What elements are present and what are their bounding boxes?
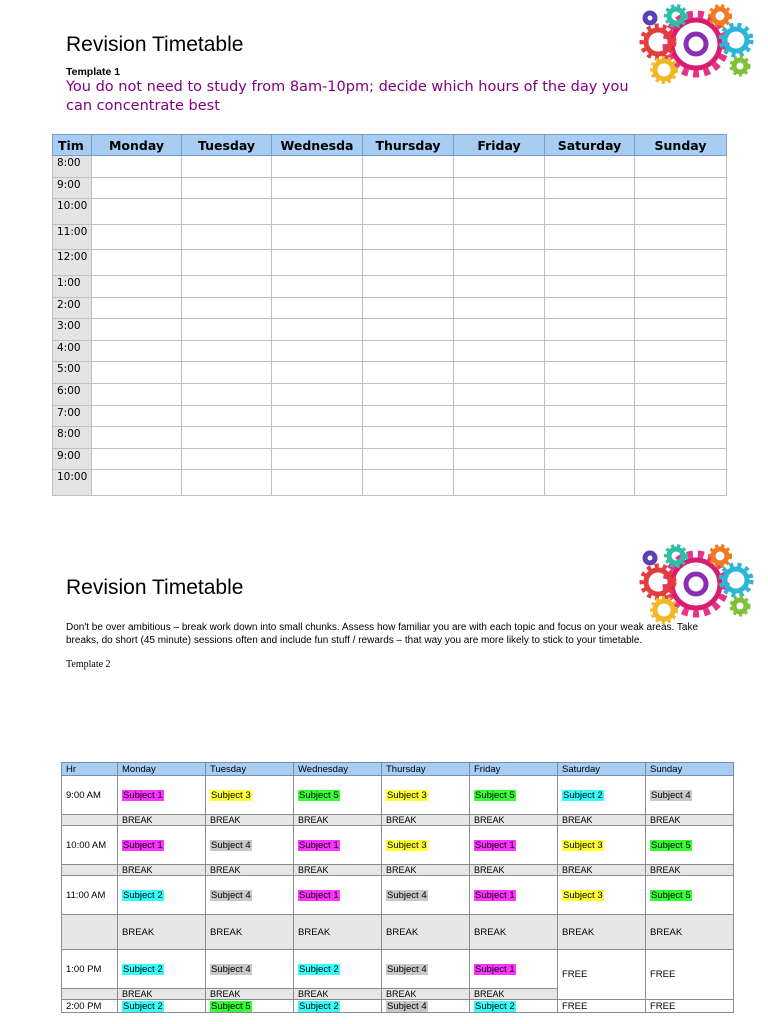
subject-cell[interactable] (294, 776, 382, 815)
subject-label: Subject 5 (299, 789, 339, 801)
header-thursday: Thursday (382, 763, 470, 776)
subject-label: Subject 3 (563, 889, 603, 901)
template2-label: Template 2 (66, 659, 111, 670)
timetable-slot[interactable] (363, 470, 454, 496)
timetable-slot[interactable] (545, 427, 635, 449)
timetable-slot[interactable] (454, 177, 545, 199)
timetable-slot[interactable] (272, 156, 363, 178)
header-thursday: Thursday (363, 135, 454, 156)
template1-row (53, 156, 727, 178)
subject-label: Subject 2 (123, 1000, 163, 1012)
subject-cell[interactable] (382, 1000, 470, 1013)
timetable-slot[interactable] (635, 362, 727, 384)
timetable-slot[interactable] (92, 405, 182, 427)
timetable-slot[interactable] (545, 224, 635, 250)
session-row (62, 776, 734, 815)
template1-row (53, 383, 727, 405)
timetable-slot[interactable] (92, 199, 182, 225)
subject-cell[interactable] (118, 1000, 206, 1013)
subject-cell[interactable] (118, 776, 206, 815)
template1-row (53, 177, 727, 199)
break-cell: BREAK (118, 815, 206, 826)
header-wednesday: Wednesday (294, 763, 382, 776)
subject-cell[interactable] (118, 876, 206, 915)
timetable-slot[interactable] (635, 156, 727, 178)
template1-label: Template 1 (66, 66, 121, 78)
timetable-slot[interactable] (92, 427, 182, 449)
timetable-slot[interactable] (363, 319, 454, 341)
break-cell: BREAK (558, 865, 646, 876)
colorful-gears-icon (636, 4, 756, 90)
subject-label: Subject 1 (123, 789, 163, 801)
timetable-slot[interactable] (454, 319, 545, 341)
timetable-slot[interactable] (272, 383, 363, 405)
timetable-slot[interactable] (182, 156, 272, 178)
template1-subtitle: You do not need to study from 8am-10pm; decide which hours of the day you can concentrate best (66, 79, 629, 114)
time-cell: 1:00 (53, 276, 92, 298)
subject-cell[interactable] (646, 826, 734, 865)
timetable-slot[interactable] (635, 199, 727, 225)
subject-cell[interactable] (470, 776, 558, 815)
subject-cell[interactable] (294, 826, 382, 865)
timetable-slot[interactable] (182, 177, 272, 199)
timetable-slot[interactable] (363, 340, 454, 362)
subject-cell[interactable] (646, 876, 734, 915)
timetable-slot[interactable] (454, 250, 545, 276)
subject-cell[interactable] (470, 876, 558, 915)
timetable-slot[interactable] (272, 199, 363, 225)
timetable-slot[interactable] (545, 383, 635, 405)
timetable-slot[interactable] (454, 448, 545, 470)
template2-header-row (62, 763, 734, 776)
session-row (62, 876, 734, 915)
header-hr: Hr (62, 763, 118, 776)
timetable-slot[interactable] (545, 405, 635, 427)
subject-cell[interactable] (206, 1000, 294, 1013)
session-row (62, 826, 734, 865)
subject-label: Subject 3 (387, 789, 427, 801)
subject-cell[interactable] (118, 826, 206, 865)
break-cell: BREAK (646, 915, 734, 950)
break-cell: BREAK (206, 915, 294, 950)
timetable-slot[interactable] (272, 177, 363, 199)
timetable-slot[interactable] (545, 319, 635, 341)
timetable-slot[interactable] (635, 470, 727, 496)
timetable-slot[interactable] (363, 362, 454, 384)
template1-row (53, 362, 727, 384)
subject-cell[interactable] (382, 876, 470, 915)
time-cell: 2:00 (53, 297, 92, 319)
subject-label: Subject 4 (387, 889, 427, 901)
header-wednesday: Wednesda (272, 135, 363, 156)
timetable-slot[interactable] (635, 340, 727, 362)
timetable-slot[interactable] (363, 383, 454, 405)
break-cell: BREAK (118, 989, 206, 1000)
template1-row (53, 250, 727, 276)
break-cell: BREAK (294, 865, 382, 876)
timetable-slot[interactable] (635, 405, 727, 427)
time-cell: 7:00 (53, 405, 92, 427)
subject-label: Subject 2 (299, 1000, 339, 1012)
timetable-slot[interactable] (272, 362, 363, 384)
free-cell[interactable]: FREE (646, 1000, 734, 1013)
break-cell: BREAK (294, 815, 382, 826)
timetable-slot[interactable] (92, 224, 182, 250)
free-cell[interactable]: FREE (558, 950, 646, 1000)
break-cell: BREAK (382, 989, 470, 1000)
time-cell: 8:00 (53, 156, 92, 178)
timetable-slot[interactable] (454, 383, 545, 405)
break-cell: BREAK (470, 989, 558, 1000)
timetable-slot[interactable] (545, 177, 635, 199)
subject-cell[interactable] (206, 776, 294, 815)
header-sunday: Sunday (646, 763, 734, 776)
timetable-slot[interactable] (272, 448, 363, 470)
timetable-slot[interactable] (363, 250, 454, 276)
timetable-slot[interactable] (272, 276, 363, 298)
break-cell: BREAK (558, 915, 646, 950)
free-cell[interactable]: FREE (646, 950, 734, 1000)
timetable-slot[interactable] (454, 156, 545, 178)
colorful-gears-icon (636, 544, 756, 630)
template1-row (53, 448, 727, 470)
break-cell: BREAK (382, 915, 470, 950)
timetable-slot[interactable] (182, 276, 272, 298)
timetable-slot[interactable] (182, 340, 272, 362)
time-cell: 10:00 (53, 470, 92, 496)
template2-timetable (61, 762, 734, 1013)
subject-cell[interactable] (382, 826, 470, 865)
template2-intro: Don't be over ambitious – break work down into small chunks. Assess how familiar you are with each topic and focus on your weak areas. Take breaks, do short (45 minute) sessions often and include fun stuff / rewards – that way you are more likely to stick to your timetable. (66, 622, 699, 646)
session-row (62, 1000, 734, 1013)
timetable-slot[interactable] (363, 156, 454, 178)
subject-label: Subject 3 (387, 839, 427, 851)
timetable-slot[interactable] (635, 177, 727, 199)
timetable-slot[interactable] (182, 224, 272, 250)
break-row (62, 915, 734, 950)
subject-label: Subject 1 (475, 889, 515, 901)
time-cell: 3:00 (53, 319, 92, 341)
timetable-slot[interactable] (635, 297, 727, 319)
template1-row (53, 340, 727, 362)
timetable-slot[interactable] (92, 250, 182, 276)
header-monday: Monday (92, 135, 182, 156)
subject-label: Subject 2 (475, 1000, 515, 1012)
subject-label: Subject 4 (211, 889, 251, 901)
time-cell: 6:00 (53, 383, 92, 405)
break-cell: BREAK (470, 915, 558, 950)
template1-title: Revision Timetable (66, 33, 244, 56)
template1-timetable (52, 134, 727, 496)
template1-row (53, 427, 727, 449)
timetable-slot[interactable] (545, 156, 635, 178)
timetable-slot[interactable] (272, 340, 363, 362)
timetable-slot[interactable] (182, 362, 272, 384)
timetable-slot[interactable] (635, 427, 727, 449)
template1-row (53, 319, 727, 341)
timetable-slot[interactable] (363, 199, 454, 225)
subject-label: Subject 5 (475, 789, 515, 801)
timetable-slot[interactable] (545, 297, 635, 319)
template1-row (53, 199, 727, 225)
subject-cell[interactable] (558, 776, 646, 815)
break-cell: BREAK (470, 815, 558, 826)
session-time: 9:00 AM (62, 776, 118, 815)
subject-label: Subject 1 (299, 839, 339, 851)
subject-cell[interactable] (294, 950, 382, 989)
timetable-slot[interactable] (635, 319, 727, 341)
break-cell: BREAK (206, 989, 294, 1000)
subject-label: Subject 5 (651, 889, 691, 901)
timetable-slot[interactable] (272, 297, 363, 319)
break-row (62, 815, 734, 826)
timetable-slot[interactable] (363, 448, 454, 470)
session-time: 1:00 PM (62, 950, 118, 989)
timetable-slot[interactable] (92, 156, 182, 178)
timetable-slot[interactable] (363, 177, 454, 199)
header-tuesday: Tuesday (182, 135, 272, 156)
timetable-slot[interactable] (545, 448, 635, 470)
timetable-slot[interactable] (272, 319, 363, 341)
time-cell: 11:00 (53, 224, 92, 250)
timetable-slot[interactable] (182, 383, 272, 405)
subject-cell[interactable] (294, 876, 382, 915)
break-cell: BREAK (382, 815, 470, 826)
timetable-slot[interactable] (454, 276, 545, 298)
subject-label: Subject 5 (651, 839, 691, 851)
subject-cell[interactable] (558, 876, 646, 915)
break-cell: BREAK (206, 815, 294, 826)
subject-cell[interactable] (470, 950, 558, 989)
time-cell: 10:00 (53, 199, 92, 225)
timetable-slot[interactable] (92, 470, 182, 496)
break-cell: BREAK (382, 865, 470, 876)
timetable-slot[interactable] (363, 297, 454, 319)
subject-cell[interactable] (382, 950, 470, 989)
subject-label: Subject 2 (299, 963, 339, 975)
subject-label: Subject 5 (211, 1000, 251, 1012)
timetable-slot[interactable] (454, 405, 545, 427)
subject-cell[interactable] (470, 1000, 558, 1013)
timetable-slot[interactable] (454, 470, 545, 496)
timetable-slot[interactable] (92, 276, 182, 298)
subject-cell[interactable] (118, 950, 206, 989)
header-sunday: Sunday (635, 135, 727, 156)
subject-label: Subject 3 (563, 839, 603, 851)
break-cell: BREAK (118, 865, 206, 876)
timetable-slot[interactable] (545, 362, 635, 384)
subject-cell[interactable] (206, 876, 294, 915)
timetable-slot[interactable] (182, 199, 272, 225)
timetable-slot[interactable] (545, 340, 635, 362)
time-cell: 4:00 (53, 340, 92, 362)
header-friday: Friday (470, 763, 558, 776)
template2-title: Revision Timetable (66, 576, 244, 599)
timetable-slot[interactable] (363, 224, 454, 250)
subject-label: Subject 4 (651, 789, 691, 801)
template1-row (53, 276, 727, 298)
time-cell: 9:00 (53, 448, 92, 470)
timetable-slot[interactable] (363, 405, 454, 427)
break-time-cell (62, 915, 118, 950)
timetable-slot[interactable] (454, 362, 545, 384)
subject-label: Subject 3 (211, 789, 251, 801)
time-cell: 9:00 (53, 177, 92, 199)
timetable-slot[interactable] (454, 199, 545, 225)
subject-cell[interactable] (558, 826, 646, 865)
break-cell: BREAK (646, 865, 734, 876)
subject-cell[interactable] (646, 776, 734, 815)
subject-label: Subject 1 (475, 963, 515, 975)
timetable-slot[interactable] (545, 276, 635, 298)
header-friday: Friday (454, 135, 545, 156)
subject-cell[interactable] (206, 826, 294, 865)
timetable-slot[interactable] (454, 224, 545, 250)
session-time: 10:00 AM (62, 826, 118, 865)
timetable-slot[interactable] (635, 448, 727, 470)
subject-label: Subject 1 (299, 889, 339, 901)
free-cell[interactable]: FREE (558, 1000, 646, 1013)
template1-row (53, 470, 727, 496)
header-monday: Monday (118, 763, 206, 776)
session-time: 2:00 PM (62, 1000, 118, 1013)
timetable-slot[interactable] (454, 297, 545, 319)
subject-label: Subject 2 (563, 789, 603, 801)
break-time-cell (62, 989, 118, 1000)
timetable-slot[interactable] (92, 297, 182, 319)
break-cell: BREAK (206, 865, 294, 876)
time-cell: 12:00 (53, 250, 92, 276)
timetable-slot[interactable] (363, 427, 454, 449)
timetable-slot[interactable] (182, 427, 272, 449)
subject-cell[interactable] (206, 950, 294, 989)
timetable-slot[interactable] (454, 427, 545, 449)
break-cell: BREAK (470, 865, 558, 876)
header-tuesday: Tuesday (206, 763, 294, 776)
timetable-slot[interactable] (545, 470, 635, 496)
subject-cell[interactable] (470, 826, 558, 865)
timetable-slot[interactable] (92, 383, 182, 405)
header-saturday: Saturday (545, 135, 635, 156)
timetable-slot[interactable] (182, 250, 272, 276)
template1-row (53, 297, 727, 319)
timetable-slot[interactable] (545, 250, 635, 276)
subject-cell[interactable] (294, 1000, 382, 1013)
timetable-slot[interactable] (272, 250, 363, 276)
break-cell: BREAK (294, 915, 382, 950)
timetable-slot[interactable] (635, 276, 727, 298)
timetable-slot[interactable] (363, 276, 454, 298)
subject-label: Subject 2 (123, 963, 163, 975)
break-cell: BREAK (118, 915, 206, 950)
header-time: Tim (53, 135, 92, 156)
subject-label: Subject 1 (475, 839, 515, 851)
session-time: 11:00 AM (62, 876, 118, 915)
break-row (62, 865, 734, 876)
timetable-slot[interactable] (635, 224, 727, 250)
break-cell: BREAK (646, 815, 734, 826)
timetable-slot[interactable] (182, 448, 272, 470)
timetable-slot[interactable] (182, 297, 272, 319)
timetable-slot[interactable] (92, 340, 182, 362)
timetable-slot[interactable] (182, 470, 272, 496)
timetable-slot[interactable] (182, 319, 272, 341)
timetable-slot[interactable] (545, 199, 635, 225)
timetable-slot[interactable] (454, 340, 545, 362)
timetable-slot[interactable] (272, 405, 363, 427)
template1-header-row (53, 135, 727, 156)
timetable-slot[interactable] (92, 319, 182, 341)
break-time-cell (62, 815, 118, 826)
timetable-slot[interactable] (635, 383, 727, 405)
template1-row (53, 405, 727, 427)
timetable-slot[interactable] (272, 427, 363, 449)
timetable-slot[interactable] (92, 448, 182, 470)
timetable-slot[interactable] (272, 470, 363, 496)
break-cell: BREAK (294, 989, 382, 1000)
header-saturday: Saturday (558, 763, 646, 776)
time-cell: 5:00 (53, 362, 92, 384)
subject-label: Subject 4 (387, 963, 427, 975)
template1-row (53, 224, 727, 250)
timetable-slot[interactable] (92, 177, 182, 199)
timetable-slot[interactable] (635, 250, 727, 276)
subject-label: Subject 2 (123, 889, 163, 901)
subject-label: Subject 4 (211, 839, 251, 851)
subject-label: Subject 4 (387, 1000, 427, 1012)
time-cell: 8:00 (53, 427, 92, 449)
timetable-slot[interactable] (272, 224, 363, 250)
subject-label: Subject 4 (211, 963, 251, 975)
subject-cell[interactable] (382, 776, 470, 815)
timetable-slot[interactable] (92, 362, 182, 384)
timetable-slot[interactable] (182, 405, 272, 427)
break-time-cell (62, 865, 118, 876)
break-cell: BREAK (558, 815, 646, 826)
subject-label: Subject 1 (123, 839, 163, 851)
session-row (62, 950, 734, 989)
